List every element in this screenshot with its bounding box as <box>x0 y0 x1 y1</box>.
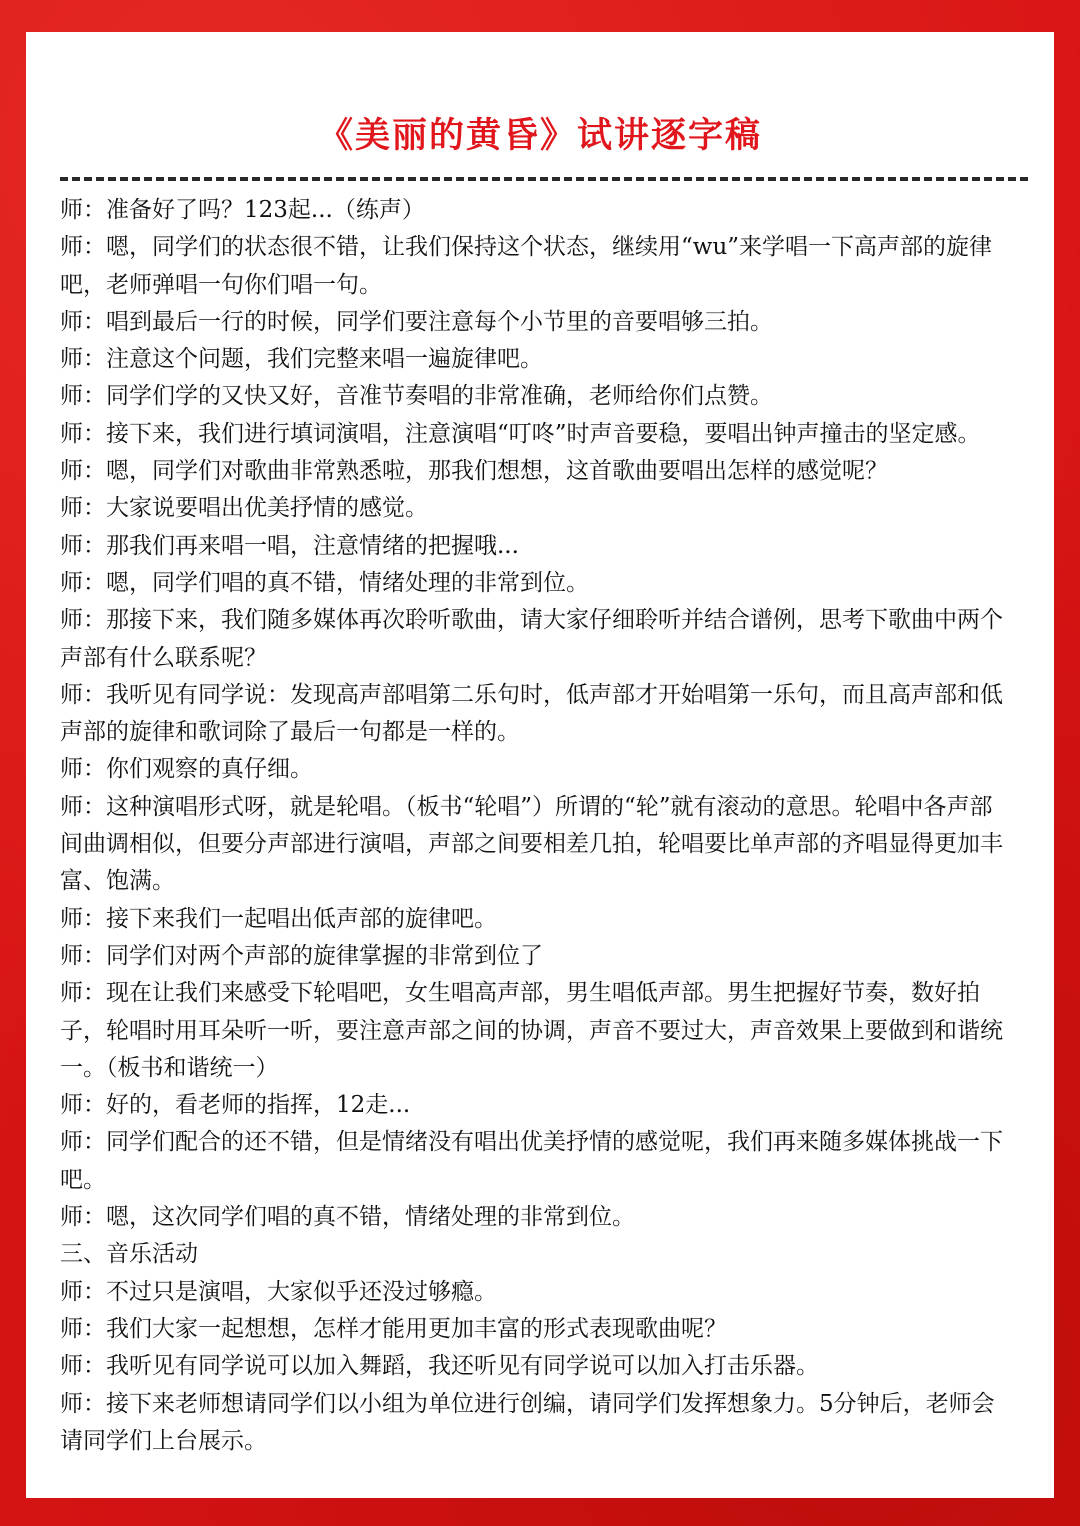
paragraph: 师：注意这个问题，我们完整来唱一遍旋律吧。 <box>60 346 543 373</box>
paragraph: 师：嗯，同学们对歌曲非常熟悉啦，那我们想想，这首歌曲要唱出怎样的感觉呢？ <box>60 458 888 485</box>
paragraph: 师：接下来老师想请同学们以小组为单位进行创编，请同学们发挥想象力。5分钟后，老师会请同学们上台展示。 <box>60 1390 995 1454</box>
paragraph: 师：我听见有同学说：发现高声部唱第二乐句时，低声部才开始唱第一乐句，而且高声部和低声部的旋律和歌词除了最后一句都是一样的。 <box>60 681 1003 746</box>
paragraph: 师：现在让我们来感受下轮唱吧，女生唱高声部，男生唱低声部。男生把握好节奏，数好拍子，轮唱时用耳朵听一听，要注意声部之间的协调，声音不要过大，声音效果上要做到和谐统一。（板书和谐统一） <box>60 980 1003 1081</box>
paragraph: 师：这种演唱形式呀，就是轮唱。（板书“轮唱”）所谓的“轮”就有滚动的意思。轮唱中各声部间曲调相似，但要分声部进行演唱，声部之间要相差几拍，轮唱要比单声部的齐唱显得更加丰富、饱满。 <box>60 793 1003 895</box>
paragraph: 师：同学们配合的还不错，但是情绪没有唱出优美抒情的感觉呢，我们再来随多媒体挑战一下吧。 <box>60 1129 1003 1193</box>
paragraph: 师：同学们学的又快又好，音准节奏唱的非常准确，老师给你们点赞。 <box>60 383 773 410</box>
paragraph: 师：我听见有同学说可以加入舞蹈，我还听见有同学说可以加入打击乐器。 <box>60 1353 819 1380</box>
document-body <box>60 192 1005 1460</box>
paragraph: 师：大家说要唱出优美抒情的感觉。 <box>60 495 428 522</box>
paragraph: 师：准备好了吗？123起...（练声） <box>60 197 425 223</box>
paragraph: 师：嗯，这次同学们唱的真不错，情绪处理的非常到位。 <box>60 1204 635 1231</box>
paragraph: 师：你们观察的真仔细。 <box>60 756 313 783</box>
paragraph: 师：那接下来，我们随多媒体再次聆听歌曲，请大家仔细聆听并结合谱例，思考下歌曲中两个声部有什么联系呢？ <box>60 607 1003 671</box>
paragraph: 师：同学们对两个声部的旋律掌握的非常到位了 <box>60 942 543 969</box>
paragraph: 师：那我们再来唱一唱，注意情绪的把握哦... <box>60 532 519 559</box>
paragraph: 师：接下来我们一起唱出低声部的旋律吧。 <box>60 905 497 932</box>
paragraph: 师：接下来，我们进行填词演唱，注意演唱“叮咚”时声音要稳，要唱出钟声撞击的坚定感。 <box>60 420 981 447</box>
dashed-divider <box>60 177 1028 181</box>
document-card <box>26 32 1054 1498</box>
paragraph: 师：嗯，同学们的状态很不错，让我们保持这个状态，继续用“wu”来学唱一下高声部的旋律吧，老师弹唱一句你们唱一句。 <box>60 234 993 298</box>
paragraph: 师：嗯，同学们唱的真不错，情绪处理的非常到位。 <box>60 569 589 596</box>
paragraph: 师：不过只是演唱，大家似乎还没过够瘾。 <box>60 1278 497 1305</box>
section-heading: 三、音乐活动 <box>60 1241 198 1268</box>
paragraph: 师：唱到最后一行的时候，同学们要注意每个小节里的音要唱够三拍。 <box>60 308 773 335</box>
document-title: 《美丽的黄昏》试讲逐字稿 <box>317 116 762 156</box>
paragraph: 师：我们大家一起想想，怎样才能用更加丰富的形式表现歌曲呢？ <box>60 1315 727 1342</box>
paragraph: 师：好的，看老师的指挥，12走... <box>60 1092 411 1119</box>
